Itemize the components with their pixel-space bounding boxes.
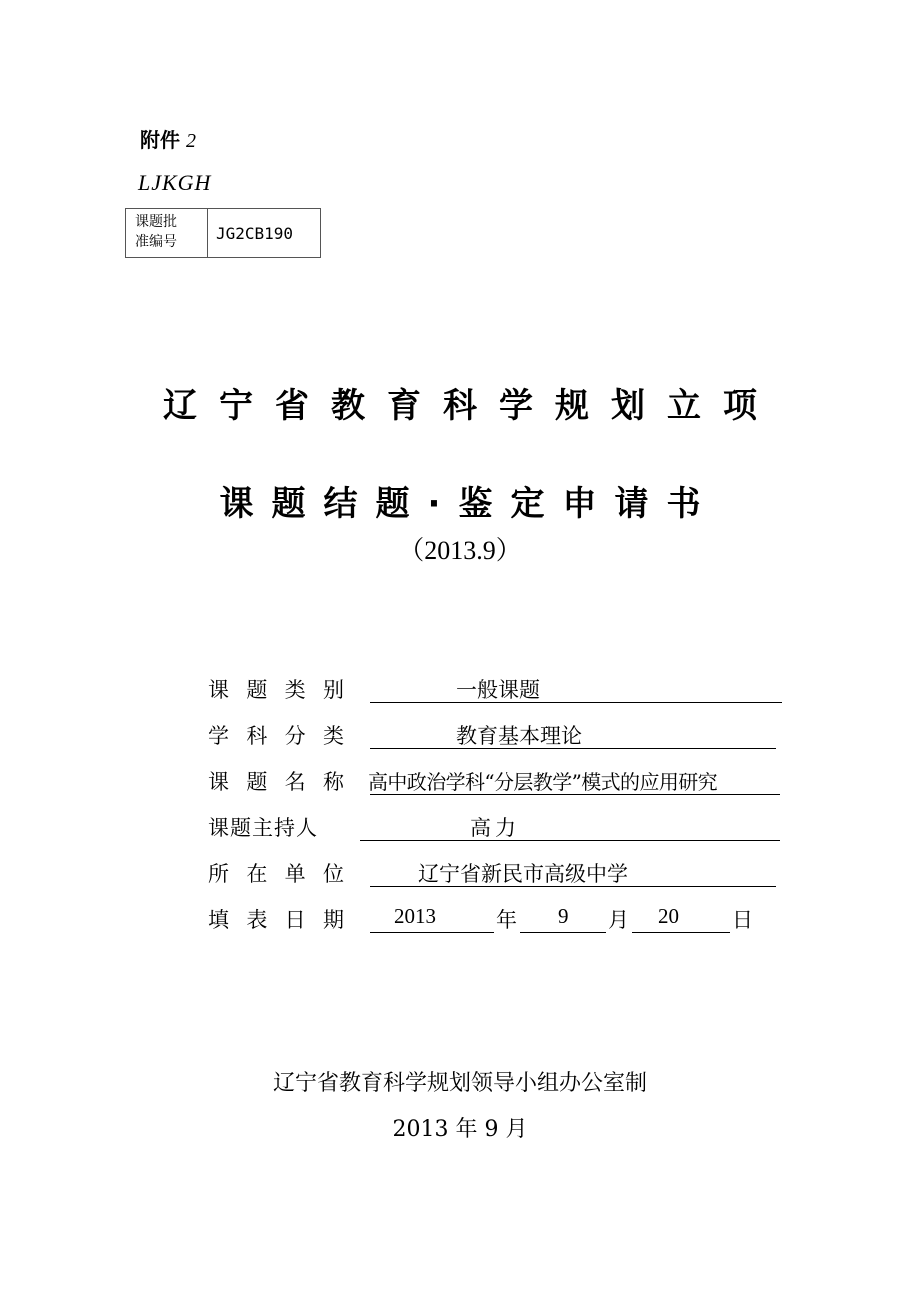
label-char: 表: [246, 908, 268, 932]
label-char: 期: [322, 908, 344, 932]
label-char: 科: [246, 724, 268, 748]
name-label: [208, 766, 344, 796]
label-char: 课: [208, 678, 229, 702]
label-char: 填: [208, 908, 229, 932]
date-label: [208, 904, 344, 934]
label-char: 类: [322, 724, 344, 748]
document-title-line1: 辽宁省教育科学规划立项: [163, 386, 779, 426]
form-row-host: [208, 812, 782, 842]
label-char: 学: [208, 724, 229, 748]
attachment-number: 2: [186, 130, 196, 152]
date-day-underline: [632, 932, 730, 933]
attachment-label: [140, 124, 196, 153]
label-char: 位: [322, 862, 344, 886]
date-month: 9: [558, 904, 569, 928]
date-day-unit: 日: [732, 908, 753, 932]
date-year-unit: 年: [496, 908, 517, 932]
form-row-date: [208, 904, 782, 934]
form-row-unit: [208, 858, 782, 888]
discipline-label: [208, 720, 344, 750]
label-char: 名: [284, 770, 306, 794]
label-char: 题: [246, 770, 268, 794]
label-char: 在: [246, 862, 268, 886]
host-label: 课题主持人: [208, 816, 318, 840]
approval-number-value: JG2CB190: [216, 223, 294, 243]
date-year-underline: [370, 932, 494, 933]
issuer: 辽宁省教育科学规划领导小组办公室制: [272, 1071, 647, 1096]
date-month-unit: 月: [608, 908, 629, 932]
approval-number-label: [126, 209, 208, 257]
label-char: 称: [322, 770, 344, 794]
date-day: 20: [658, 904, 679, 928]
label-char: 日: [284, 908, 306, 932]
approval-label-line1: 课题批: [135, 214, 177, 230]
unit-value: 辽宁省新民市高级中学: [418, 862, 628, 886]
category-value: 一般课题: [456, 678, 540, 702]
label-char: 别: [322, 678, 344, 702]
label-char: 单: [284, 862, 306, 886]
form-row-discipline: [208, 720, 782, 750]
attachment-text: 附件: [140, 128, 180, 152]
host-value: 高力: [470, 816, 520, 840]
form-row-name: [208, 766, 782, 796]
label-char: 类: [284, 678, 306, 702]
host-underline: [360, 840, 780, 841]
document-code: LJKGH: [138, 170, 212, 195]
document-title-line2: 课题结题·鉴定申请书: [219, 484, 719, 524]
label-char: 课: [208, 770, 229, 794]
approval-number-box: [125, 208, 321, 258]
category-label: [208, 674, 344, 704]
name-value: 高中政治学科“分层教学”模式的应用研究: [368, 770, 718, 794]
discipline-value: 教育基本理论: [456, 724, 582, 748]
category-underline: [370, 702, 782, 703]
form-row-category: [208, 674, 782, 704]
unit-label: [208, 858, 344, 888]
label-char: 题: [246, 678, 268, 702]
document-title-date: （2013.9）: [398, 536, 522, 565]
date-month-underline: [520, 932, 606, 933]
approval-label-line2: 准编号: [135, 234, 177, 250]
label-char: 分: [284, 724, 306, 748]
date-year: 2013: [394, 904, 436, 928]
label-char: 所: [208, 862, 229, 886]
issue-date: 2013 年 9 月: [392, 1117, 528, 1142]
